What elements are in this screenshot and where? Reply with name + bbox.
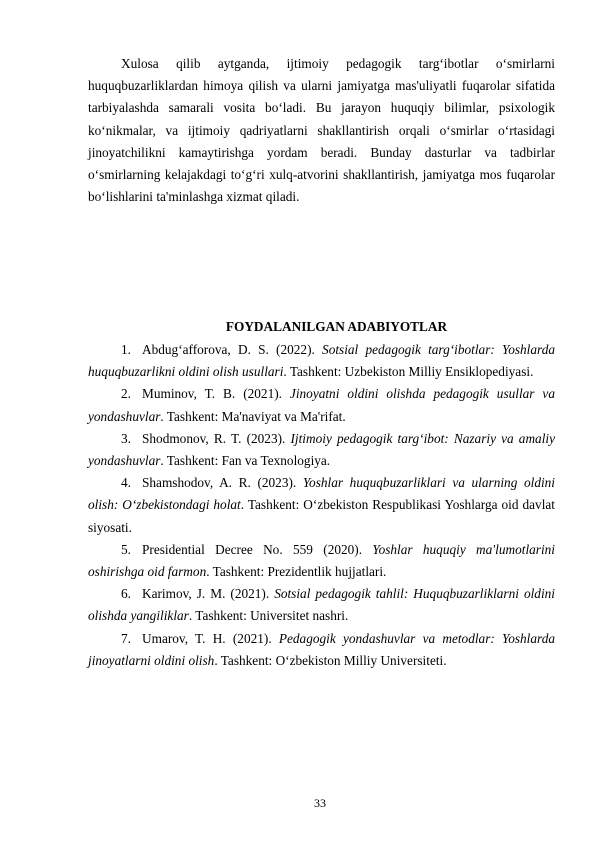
reference-publisher: . Tashkent: Prezidentlik hujjatlari. bbox=[206, 564, 387, 580]
reference-item bbox=[88, 628, 555, 672]
conclusion-paragraph: Xulosa qilib aytganda, ijtimoiy pedagogik targ‘ibotlar o‘smirlarni huquqbuzarliklardan himoya qilish va ularni jamiyatga mas'uliyatli fuqarolar sifatida tarbiyalashda samarali vosita bo‘ladi. Bu jarayon huquqiy bilimlar, psixologik ko‘nikmalar, va ijtimoiy qadriyatlarni shakllantirish orqali o‘smirlar o‘rtasidagi jinoyatchilikni kamaytirishga yordam beradi. Bunday dasturlar va tadbirlar o‘smirlarning kelajakdagi to‘g‘ri xulq-atvorini shakllantirish, jamiyatga mos fuqarolar bo‘lishlarini ta'minlashga xizmat qiladi. bbox=[88, 56, 555, 205]
reference-publisher: . Tashkent: Uzbekiston Milliy Ensiklopediyasi. bbox=[283, 364, 534, 380]
reference-item bbox=[88, 583, 555, 627]
reference-author: Shodmonov, R. T. (2023). bbox=[142, 430, 291, 446]
reference-item bbox=[88, 383, 555, 427]
reference-item bbox=[88, 428, 555, 472]
reference-publisher: . Tashkent: O‘zbekiston Milliy Universiteti. bbox=[214, 652, 447, 668]
reference-publisher: . Tashkent: Fan va Texnologiya. bbox=[160, 453, 331, 469]
reference-number: 1. bbox=[121, 342, 131, 357]
reference-title: Sotsial pedagogik targ‘ibotlar: Yoshlarda huquqbuzarlikni oldini olish usullari bbox=[88, 342, 555, 380]
reference-publisher: . Tashkent: O‘zbekiston Respublikasi Yoshlarga oid davlat siyosati. bbox=[88, 497, 555, 535]
reference-author: Presidential Decree No. 559 (2020). bbox=[142, 541, 373, 557]
reference-title: Yoshlar huquqiy ma'lumotlarini oshirishga oid farmon bbox=[88, 541, 555, 580]
reference-author: Shamshodov, A. R. (2023). bbox=[142, 475, 303, 491]
reference-publisher: . Tashkent: Universitet nashri. bbox=[188, 608, 349, 624]
reference-number: 3. bbox=[121, 430, 131, 446]
reference-item bbox=[88, 472, 555, 539]
reference-title: Yoshlar huquqbuzarliklari va ularning oldini olish: O‘zbekistondagi holat bbox=[88, 475, 555, 513]
reference-number: 6. bbox=[121, 586, 131, 602]
reference-title: Sotsial pedagogik tahlil: Huquqbuzarliklarni oldini olishda yangiliklar bbox=[88, 586, 555, 624]
reference-number: 7. bbox=[121, 630, 131, 646]
reference-author: Karimov, J. M. (2021). bbox=[142, 586, 275, 602]
reference-item bbox=[88, 539, 555, 583]
reference-author: Muminov, T. B. (2021). bbox=[142, 386, 290, 402]
reference-number: 2. bbox=[121, 386, 131, 402]
reference-number: 4. bbox=[121, 475, 131, 491]
references-list bbox=[88, 339, 555, 672]
references-title: FOYDALANILGAN ADABIYOTLAR bbox=[225, 319, 448, 334]
page-number: 33 bbox=[314, 796, 326, 810]
reference-number: 5. bbox=[121, 541, 131, 557]
reference-author: Abdug‘afforova, D. S. (2022). bbox=[142, 342, 323, 357]
reference-title: Pedagogik yondashuvlar va metodlar: Yoshlarda jinoyatlarni oldini olish bbox=[88, 630, 555, 668]
reference-title: Ijtimoiy pedagogik targ‘ibot: Nazariy va amaliy yondashuvlar bbox=[88, 430, 555, 469]
reference-publisher: . Tashkent: Ma'naviyat va Ma'rifat. bbox=[160, 408, 346, 424]
reference-author: Umarov, T. H. (2021). bbox=[142, 630, 279, 646]
reference-item bbox=[88, 339, 555, 383]
reference-title: Jinoyatni oldini olishda pedagogik usullar va yondashuvlar bbox=[88, 386, 555, 424]
